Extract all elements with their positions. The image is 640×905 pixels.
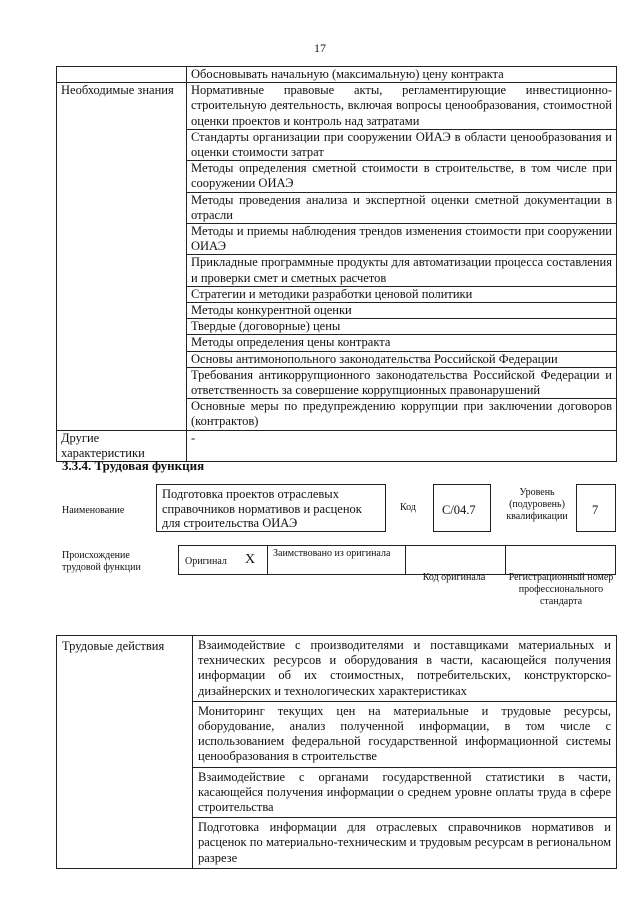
name-label: Наименование [62,505,125,516]
page-number: 17 [314,41,326,55]
row-text: Методы определения сметной стоимости в строительстве, в том числе при сооружении ОИАЭ [187,161,617,192]
row-text: - [187,430,617,461]
row-text: Стратегии и методики разработки ценовой политики [187,286,617,302]
origin-label: Происхождение трудовой функции [62,550,141,573]
table-row [57,67,617,83]
row-text: Стандарты организации при сооружении ОИАЭ в области ценообразования и оценки стоимости затрат [187,129,617,160]
registration-number-caption: Регистрационный номер профессионального стандарта [508,572,614,607]
section-heading: 3.3.4. Трудовая функция [62,458,205,473]
original-checkmark: X [245,552,256,567]
code-label: Код [400,502,416,513]
knowledge-label: Необходимые знания [57,83,187,430]
table-row [57,636,617,702]
original-label: Оригинал [185,556,227,567]
borrowed-label: Заимствовано из оригинала [273,548,391,559]
table-row [57,83,617,130]
row-text: Твердые (договорные) цены [187,319,617,335]
knowledge-table [56,66,617,462]
row-text: Методы и приемы наблюдения трендов изменения стоимости при сооружении ОИАЭ [187,224,617,255]
table-row [57,430,617,461]
level-box [576,484,616,532]
row-text: Нормативные правовые акты, регламентирующие инвестиционно-строительную деятельность, включая вопросы ценообразования, стоимостной оценки проектов и контроль над затратами [187,83,617,130]
original-code-caption: Код оригинала [422,572,486,583]
row-text: Основы антимонопольного законодательства Российской Федерации [187,351,617,367]
other-characteristics-label: Другие характеристики [57,430,187,461]
row-text: Методы конкурентной оценки [187,303,617,319]
row-text: Подготовка информации для отраслевых справочников нормативов и расценок по материально-техническим и трудовым ресурсам в региональном разрезе [193,818,617,869]
row-text: Взаимодействие с производителями и поставщиками материальных и технических ресурсов и оборудования в части, касающейся получения информации об их стоимостных, потребительских, конструкторско-дизайнерских и технологических характеристиках [193,636,617,702]
function-name-box [156,484,386,532]
row-text: Прикладные программные продукты для автоматизации процесса составления и проверки смет и сметных расчетов [187,255,617,286]
row-text: Методы проведения анализа и экспертной оценки сметной документации в отрасли [187,192,617,223]
code-value: C/04.7 [442,503,476,517]
row-text: Требования антикоррупционного законодательства Российской Федерации и ответственность за совершение коррупционных правонарушений [187,367,617,398]
row-text: Мониторинг текущих цен на материальные и трудовые ресурсы, оборудование, анализ полученной информации, в том числе с использованием федеральной государственной информационной системы ценообразования в строительстве [193,701,617,767]
divider [267,546,268,574]
labor-actions-label: Трудовые действия [57,636,193,869]
level-value: 7 [592,503,599,517]
row-label [57,67,187,83]
row-text: Взаимодействие с органами государственной статистики в части, касающейся получения информации о среднем уровне оплаты труда в сфере строительства [193,767,617,818]
divider [405,546,406,574]
level-label: Уровень (подуровень) квалификации [506,487,568,522]
row-text: Обосновывать начальную (максимальную) цену контракта [187,67,617,83]
divider [505,546,506,574]
row-text: Методы определения цены контракта [187,335,617,351]
row-text: Основные меры по предупреждению коррупции при заключении договоров (контрактов) [187,399,617,430]
function-name: Подготовка проектов отраслевых справочников нормативов и расценок для строительства ОИАЭ [162,487,362,530]
code-box [433,484,491,532]
labor-actions-table [56,635,617,869]
origin-box [178,545,616,575]
